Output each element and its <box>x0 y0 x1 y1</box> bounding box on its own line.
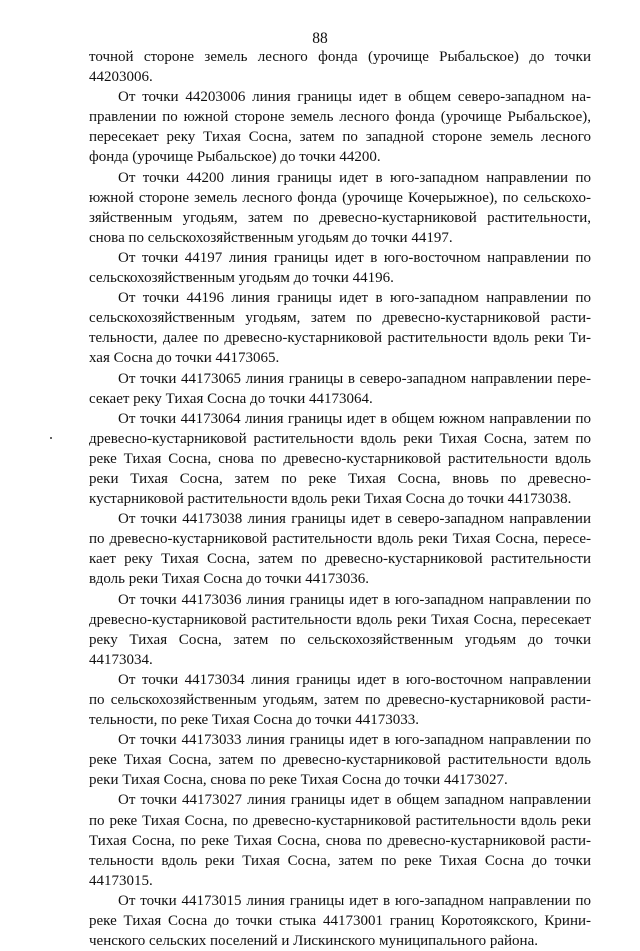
text-line: точной стороне земель лесного фонда (урочище Рыбальское) до точки <box>89 49 591 65</box>
text-line: 44173015. <box>89 872 153 889</box>
text-line: От точки 44173065 линия границы в северо-западном направлении пере- <box>118 370 591 387</box>
text-line: От точки 44196 линия границы идет в юго-западном направлении по <box>118 290 591 307</box>
text-line: зяйственным угодьям, затем по древесно-кустарниковой растительности, <box>89 209 591 226</box>
paragraph <box>89 369 591 409</box>
text-line: реке Тихая Сосна до точки стыка 44173001 границ Коротоякского, Крини- <box>89 913 591 930</box>
text-line: древесно-кустарниковой растительности вдоль реки Тихая Сосна, затем по <box>89 430 591 447</box>
text-line: кустарниковой растительности вдоль реки Тихая Сосна до точки 44173038. <box>89 491 572 508</box>
text-line: сельскохозяйственным угодьям до точки 44196. <box>89 270 394 287</box>
text-line: хая Сосна до точки 44173065. <box>89 350 280 367</box>
text-line: 44203006. <box>89 69 153 86</box>
text-line: От точки 44173064 линия границы идет в общем южном направлении по <box>118 410 591 427</box>
text-line: От точки 44173036 линия границы идет в юго-западном направлении по <box>118 591 591 608</box>
text-line: по сельскохозяйственным угодьям, затем по древесно-кустарниковой расти- <box>89 692 591 708</box>
paragraph <box>89 730 591 790</box>
paragraph <box>89 891 591 951</box>
paragraph <box>89 790 591 890</box>
text-line: секает реку Тихая Сосна до точки 44173064. <box>89 390 373 407</box>
document-body <box>89 47 591 951</box>
paragraph <box>89 590 591 670</box>
text-line: реки Тихая Сосна, затем по реке Тихая Сосна, вновь по древесно- <box>89 470 591 487</box>
text-line: От точки 44173015 линия границы идет в юго-западном направлении по <box>118 892 591 909</box>
text-line: правлении по южной стороне земель лесного фонда (урочище Рыбальское), <box>89 109 591 126</box>
paragraph <box>89 288 591 368</box>
text-line: От точки 44173034 линия границы идет в юго-восточном направлении <box>118 671 591 688</box>
text-line: От точки 44173038 линия границы идет в северо-западном направлении <box>118 511 591 528</box>
paragraph <box>89 670 591 730</box>
text-line: От точки 44200 линия границы идет в юго-западном направлении по <box>118 169 591 186</box>
text-line: реки Тихая Сосна, снова по реке Тихая Сосна до точки 44173027. <box>89 772 508 789</box>
text-line: по реке Тихая Сосна, по древесно-кустарниковой растительности вдоль реки <box>89 812 591 829</box>
text-line: вдоль реки Тихая Сосна до точки 44173036. <box>89 571 370 588</box>
paragraph <box>89 248 591 288</box>
text-line: От точки 44203006 линия границы идет в общем северо-западном на- <box>118 89 591 106</box>
text-line: реке Тихая Сосна, затем по древесно-кустарниковой растительности вдоль <box>89 752 591 769</box>
text-line: кает реку Тихая Сосна, затем по древесно-кустарниковой растительности <box>89 551 591 568</box>
paragraph <box>89 409 591 509</box>
text-line: 44173034. <box>89 651 153 668</box>
text-line: фонда (урочище Рыбальское) до точки 44200. <box>89 149 381 166</box>
text-line: пересекает реку Тихая Сосна, затем по западной стороне земель лесного <box>89 129 591 146</box>
text-line: южной стороне земель лесного фонда (урочище Кочерыжное), по сельскохо- <box>89 189 591 206</box>
page-number: 88 <box>312 30 328 47</box>
text-line: древесно-кустарниковой растительности вдоль реки Тихая Сосна, пересекает <box>89 611 591 628</box>
text-line: сельскохозяйственным угодьям, затем по древесно-кустарниковой расти- <box>89 310 591 327</box>
text-line: по древесно-кустарниковой растительности вдоль реки Тихая Сосна, пересе- <box>89 531 591 548</box>
text-line: От точки 44197 линия границы идет в юго-восточном направлении по <box>118 249 591 266</box>
scan-speck <box>50 437 52 439</box>
text-line: Тихая Сосна, по реке Тихая Сосна, снова по древесно-кустарниковой расти- <box>89 832 591 849</box>
text-line: реку Тихая Сосна, затем по сельскохозяйственным угодьям до точки <box>89 631 591 648</box>
paragraph <box>89 168 591 248</box>
paragraph <box>89 47 591 87</box>
text-line: снова по сельскохозяйственным угодьям до точки 44197. <box>89 229 453 246</box>
text-line: реке Тихая Сосна, снова по древесно-кустарниковой растительности вдоль <box>89 450 591 467</box>
paragraph <box>89 87 591 167</box>
text-line: тельности вдоль реки Тихая Сосна, затем по реке Тихая Сосна до точки <box>89 852 591 869</box>
text-line: тельности, далее по древесно-кустарниковой растительности вдоль реки Ти- <box>89 330 591 347</box>
text-line: От точки 44173027 линия границы идет в общем западном направлении <box>118 792 591 809</box>
text-line: ченского сельских поселений и Лискинского муниципального района. <box>89 933 538 950</box>
text-line: От точки 44173033 линия границы идет в юго-западном направлении по <box>118 732 591 749</box>
text-line: тельности, по реке Тихая Сосна до точки 44173033. <box>89 712 420 729</box>
paragraph <box>89 509 591 589</box>
